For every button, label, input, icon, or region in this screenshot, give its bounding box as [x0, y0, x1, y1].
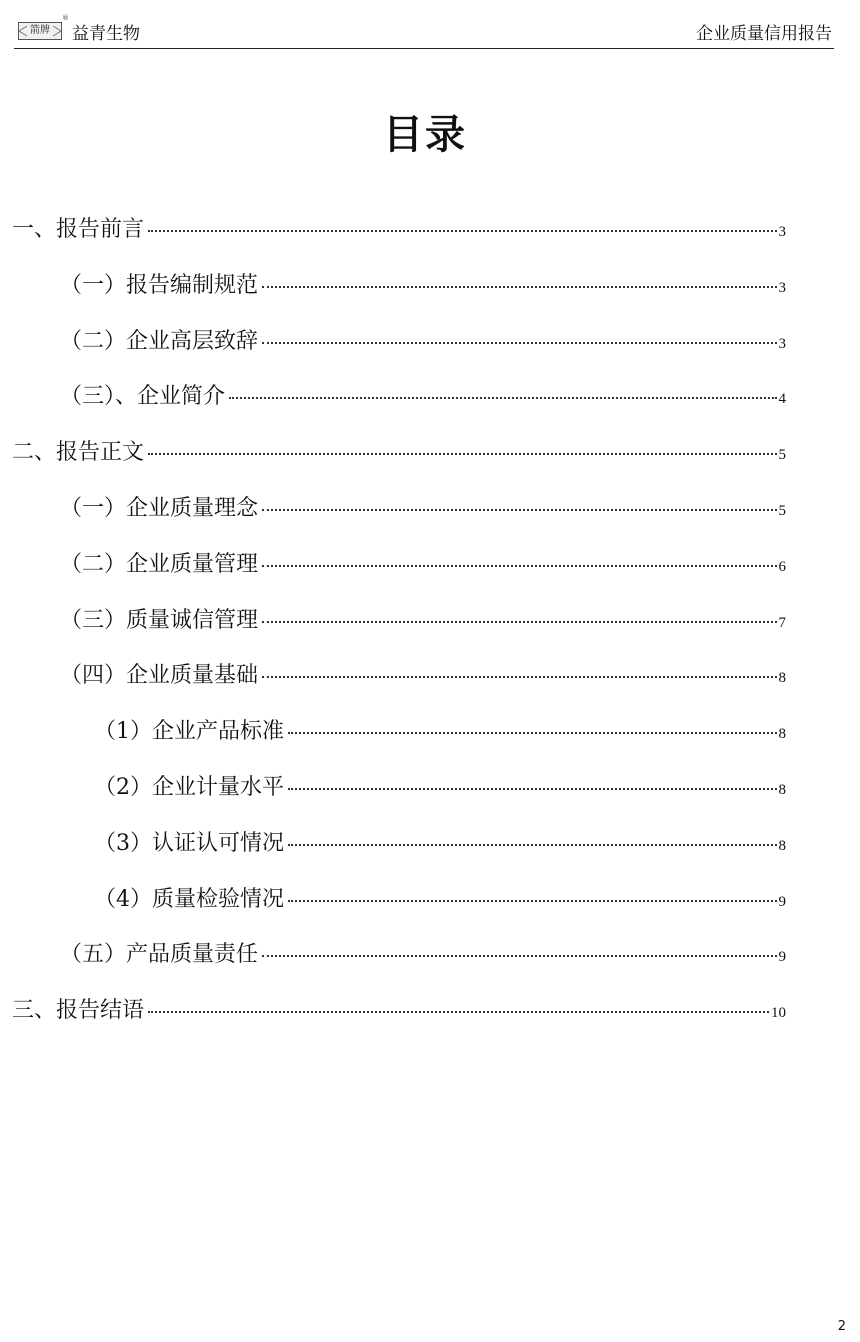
toc-entry-title: （三）、企业简介 [60, 384, 226, 409]
toc-entry-page: 10 [771, 1005, 786, 1021]
dot-leader [148, 1010, 769, 1013]
toc-entry[interactable] [60, 935, 786, 975]
toc-entry-page: 5 [778, 447, 786, 463]
toc-entry[interactable] [12, 991, 786, 1031]
dot-leader [288, 843, 777, 846]
dot-leader [288, 899, 777, 902]
toc-entry-page: 3 [778, 224, 786, 240]
toc-entry-page: 9 [778, 949, 786, 965]
dot-leader [148, 452, 776, 455]
toc-entry-title: （三）质量诚信管理 [60, 608, 259, 633]
toc-entry-title: （五）产品质量责任 [60, 942, 259, 967]
toc-entry[interactable] [60, 266, 786, 306]
page-number: 2 [837, 1319, 846, 1334]
toc-entry-page: 5 [778, 503, 786, 519]
toc-entry-page: 8 [778, 726, 786, 742]
toc-entry-title: （1）企业产品标准 [94, 719, 284, 744]
registered-mark: ® [62, 14, 69, 22]
toc-entry[interactable] [60, 322, 786, 362]
dot-leader [288, 787, 777, 790]
logo-text: 箭牌 [30, 25, 50, 36]
toc-entry-title: （3）认证认可情况 [94, 831, 284, 856]
toc-entry-title: （二）企业高层致辞 [60, 329, 259, 354]
toc-entry-page: 3 [778, 280, 786, 296]
toc-entry-title: （2）企业计量水平 [94, 775, 284, 800]
toc-entry-title: 三、报告结语 [12, 998, 145, 1023]
toc-entry[interactable] [94, 824, 786, 864]
toc-entry[interactable] [12, 433, 786, 473]
dot-leader [262, 508, 776, 511]
toc-title: 目录 [383, 111, 467, 158]
dot-leader [262, 675, 776, 678]
toc-entry[interactable] [60, 545, 786, 585]
brand-logo [18, 22, 62, 40]
toc-entry[interactable] [60, 656, 786, 696]
toc-entry[interactable] [94, 768, 786, 808]
dot-leader [262, 620, 776, 623]
toc-entry-page: 7 [778, 615, 786, 631]
toc-entry[interactable] [60, 377, 786, 417]
toc-entry-page: 4 [778, 391, 786, 407]
toc-entry-page: 9 [778, 894, 786, 910]
toc-entry[interactable] [60, 489, 786, 529]
dot-leader [148, 229, 776, 232]
dot-leader [288, 731, 777, 734]
dot-leader [262, 341, 776, 344]
toc-entry-page: 3 [778, 336, 786, 352]
toc-entry-page: 8 [778, 670, 786, 686]
page-header [14, 14, 834, 49]
dot-leader [229, 396, 776, 399]
dot-leader [262, 564, 776, 567]
toc-entry-title: 二、报告正文 [12, 440, 145, 465]
toc-entry-title: （四）企业质量基础 [60, 663, 259, 688]
toc-entry[interactable] [60, 601, 786, 641]
toc-entry-title: （4）质量检验情况 [94, 887, 284, 912]
toc-entry-title: （一）报告编制规范 [60, 273, 259, 298]
toc-entry-title: （一）企业质量理念 [60, 496, 259, 521]
toc-entry-page: 8 [778, 782, 786, 798]
company-name: 益青生物 [72, 24, 140, 44]
dot-leader [262, 285, 776, 288]
dot-leader [262, 954, 776, 957]
toc-entry-title: 一、报告前言 [12, 217, 145, 242]
toc-entry-page: 8 [778, 838, 786, 854]
toc-entry[interactable] [12, 210, 786, 250]
toc-entry[interactable] [94, 712, 786, 752]
toc-entry[interactable] [94, 880, 786, 920]
report-name: 企业质量信用报告 [696, 24, 832, 44]
toc-entry-title: （二）企业质量管理 [60, 552, 259, 577]
toc-entry-page: 6 [778, 559, 786, 575]
